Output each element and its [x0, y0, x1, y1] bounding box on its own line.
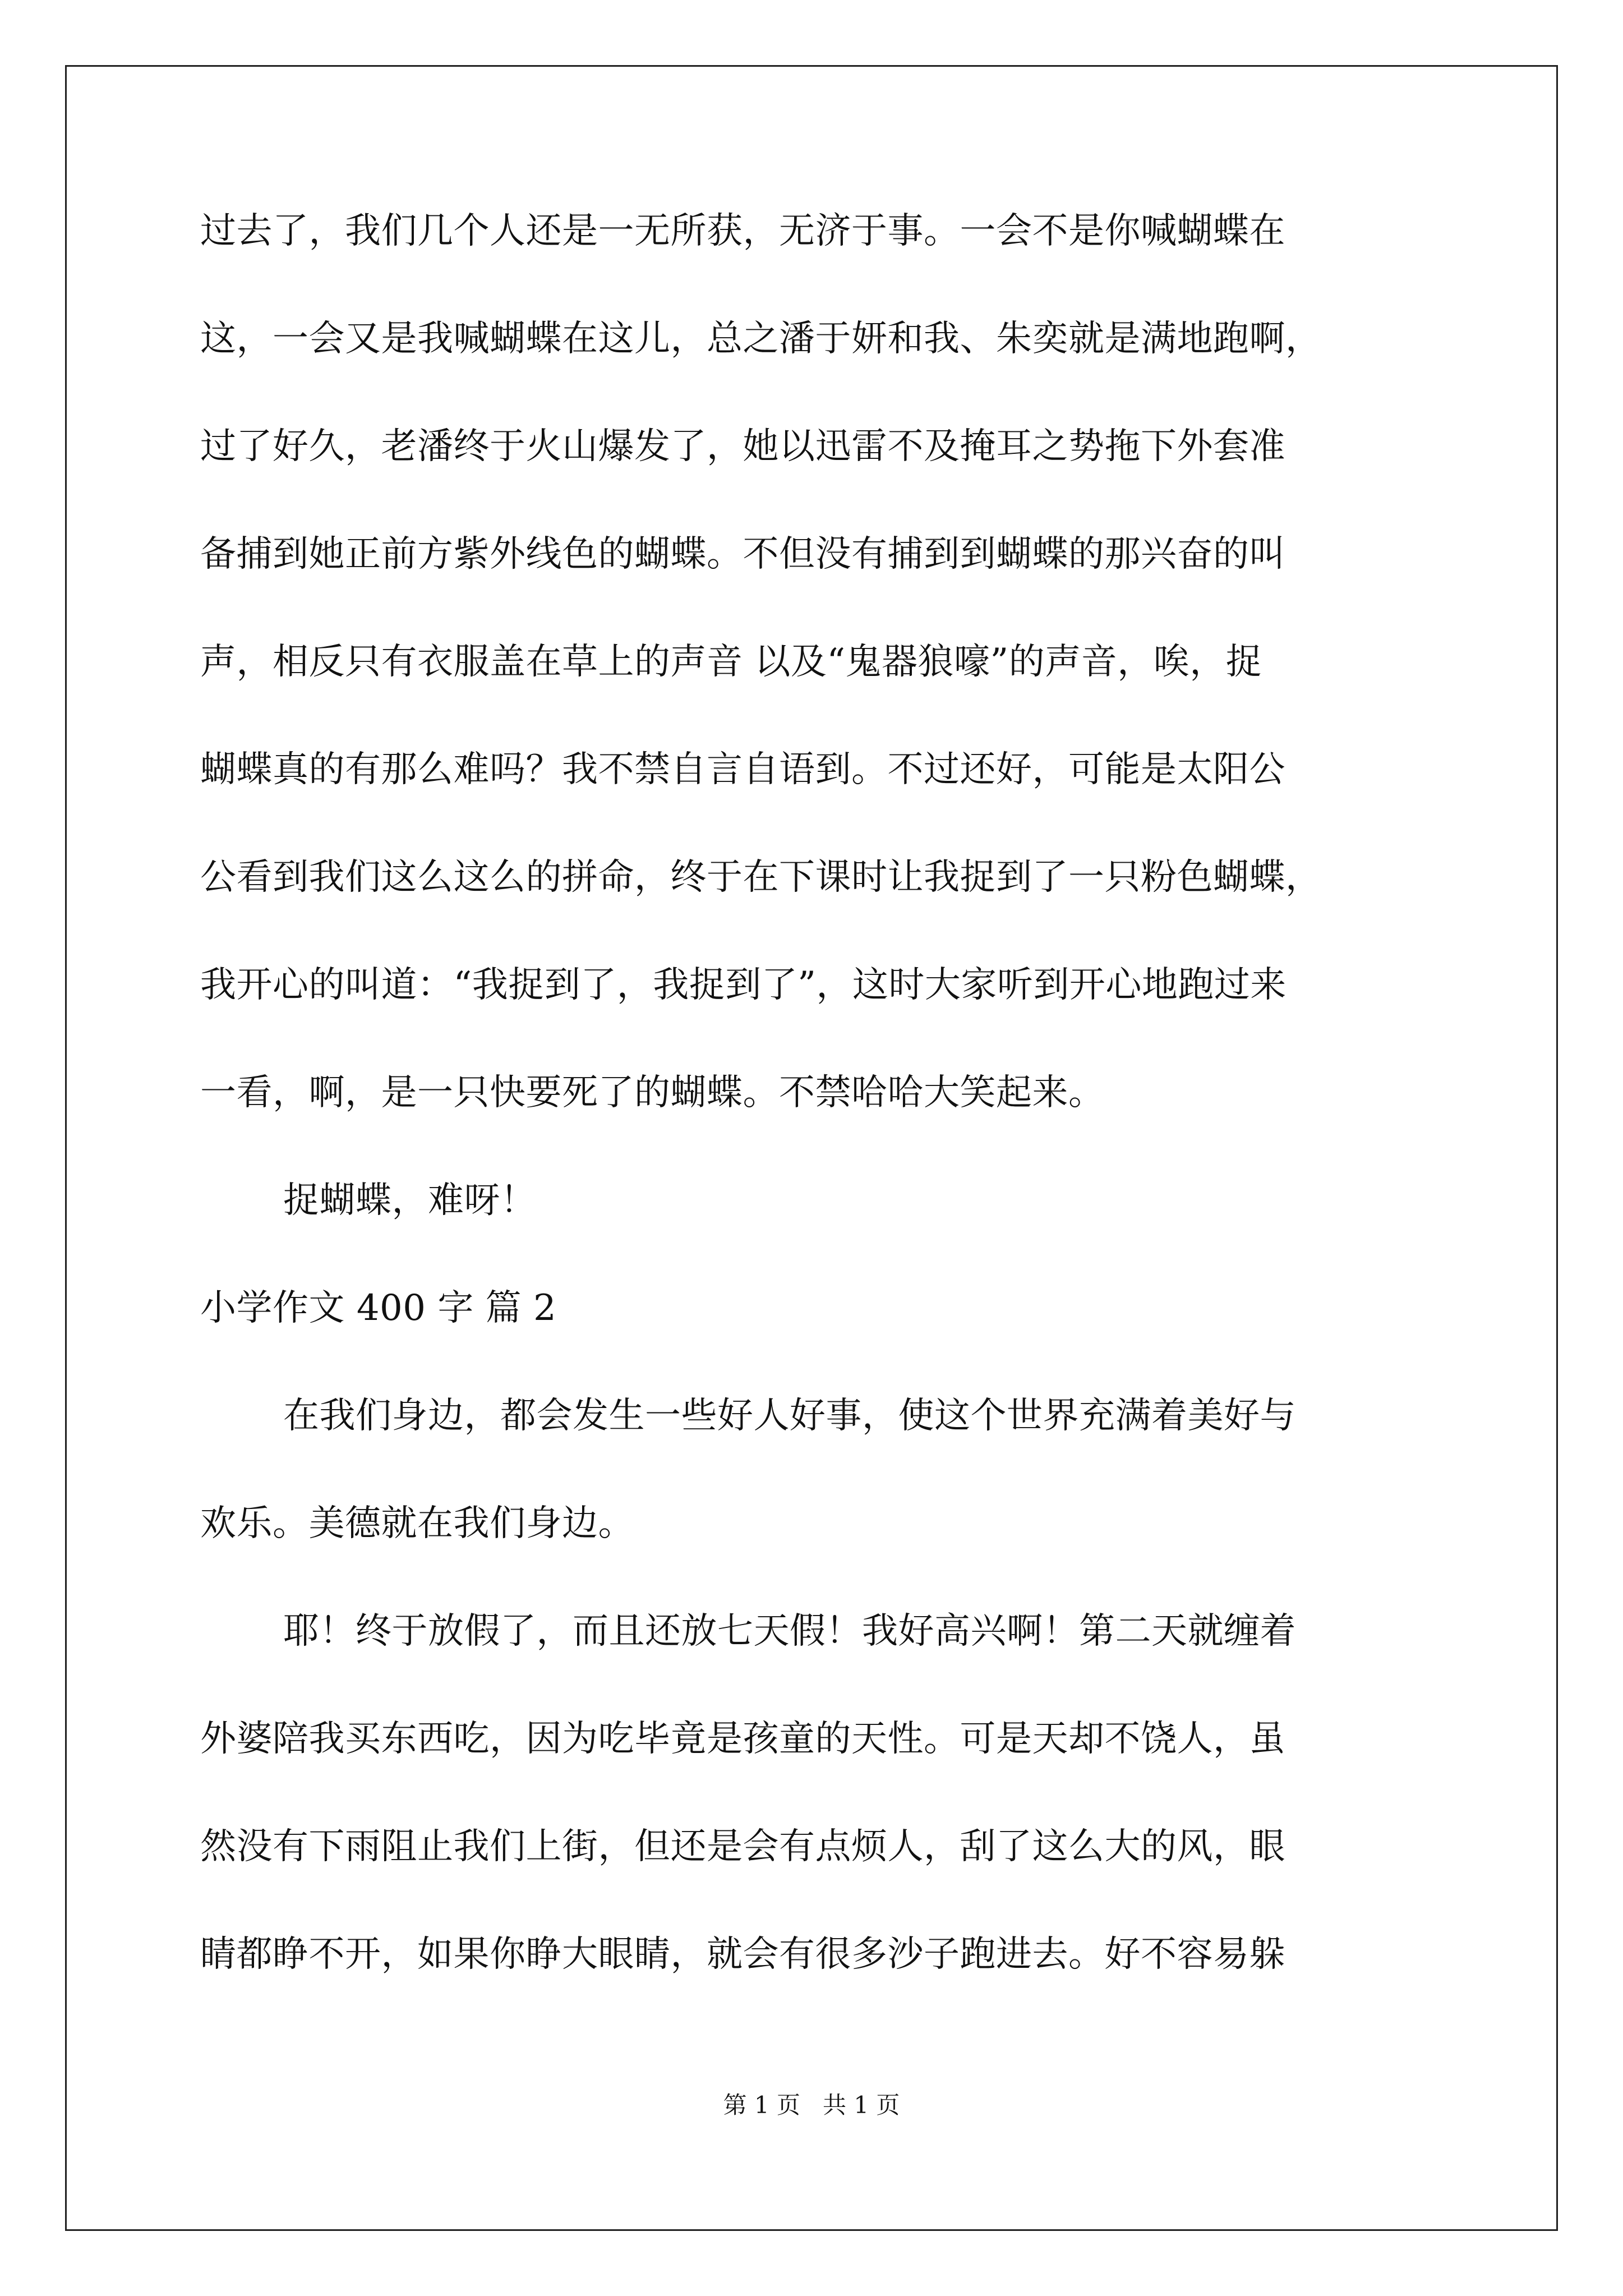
paragraph-line: 过了好久，老潘终于火山爆发了，她以迅雷不及掩耳之势拖下外套准 — [200, 426, 1285, 467]
paragraph-line: 声，相反只有衣服盖在草上的声音 以及“鬼器狼嚎”的声音，唉，捉 — [200, 641, 1262, 683]
paragraph-line: 然没有下雨阻止我们上街，但还是会有点烦人，刮了这么大的风，眼 — [200, 1826, 1285, 1867]
paragraph-line: 公看到我们这么这么的拼命，终于在下课时让我捉到了一只粉色蝴蝶， — [200, 857, 1322, 898]
document-body — [200, 210, 1428, 2044]
paragraph-line: 睛都睁不开，如果你睁大眼睛，就会有很多沙子跑进去。好不容易躲 — [200, 1934, 1285, 1975]
paragraph-line: 欢乐。美德就在我们身边。 — [200, 1503, 634, 1544]
paragraph-line: 一看，啊，是一只快要死了的蝴蝶。不禁哈哈大笑起来。 — [200, 1072, 1105, 1114]
paragraph-line: 外婆陪我买东西吃，因为吃毕竟是孩童的天性。可是天却不饶人，虽 — [200, 1718, 1285, 1760]
page-number: 第 1 页 — [723, 2091, 800, 2119]
paragraph-line: 捉蝴蝶，难呀！ — [283, 1180, 537, 1221]
page-footer — [0, 2093, 1623, 2117]
page-total: 共 1 页 — [823, 2091, 900, 2119]
paragraph-line: 在我们身边，都会发生一些好人好事，使这个世界充满着美好与 — [283, 1395, 1296, 1437]
section-heading: 小学作文 400 字 篇 2 — [200, 1287, 557, 1329]
paragraph-line: 耶！终于放假了，而且还放七天假！我好高兴啊！第二天就缠着 — [283, 1611, 1296, 1652]
paragraph-line: 蝴蝶真的有那么难吗？我不禁自言自语到。不过还好，可能是太阳公 — [200, 749, 1285, 790]
paragraph-line: 备捕到她正前方紫外线色的蝴蝶。不但没有捕到到蝴蝶的那兴奋的叫 — [200, 533, 1285, 575]
paragraph-line: 过去了，我们几个人还是一无所获，无济于事。一会不是你喊蝴蝶在 — [200, 210, 1285, 252]
paragraph-line: 这，一会又是我喊蝴蝶在这儿，总之潘于妍和我、朱奕就是满地跑啊， — [200, 318, 1322, 360]
paragraph-line: 我开心的叫道：“我捉到了，我捉到了”，这时大家听到开心地跑过来 — [200, 964, 1287, 1006]
